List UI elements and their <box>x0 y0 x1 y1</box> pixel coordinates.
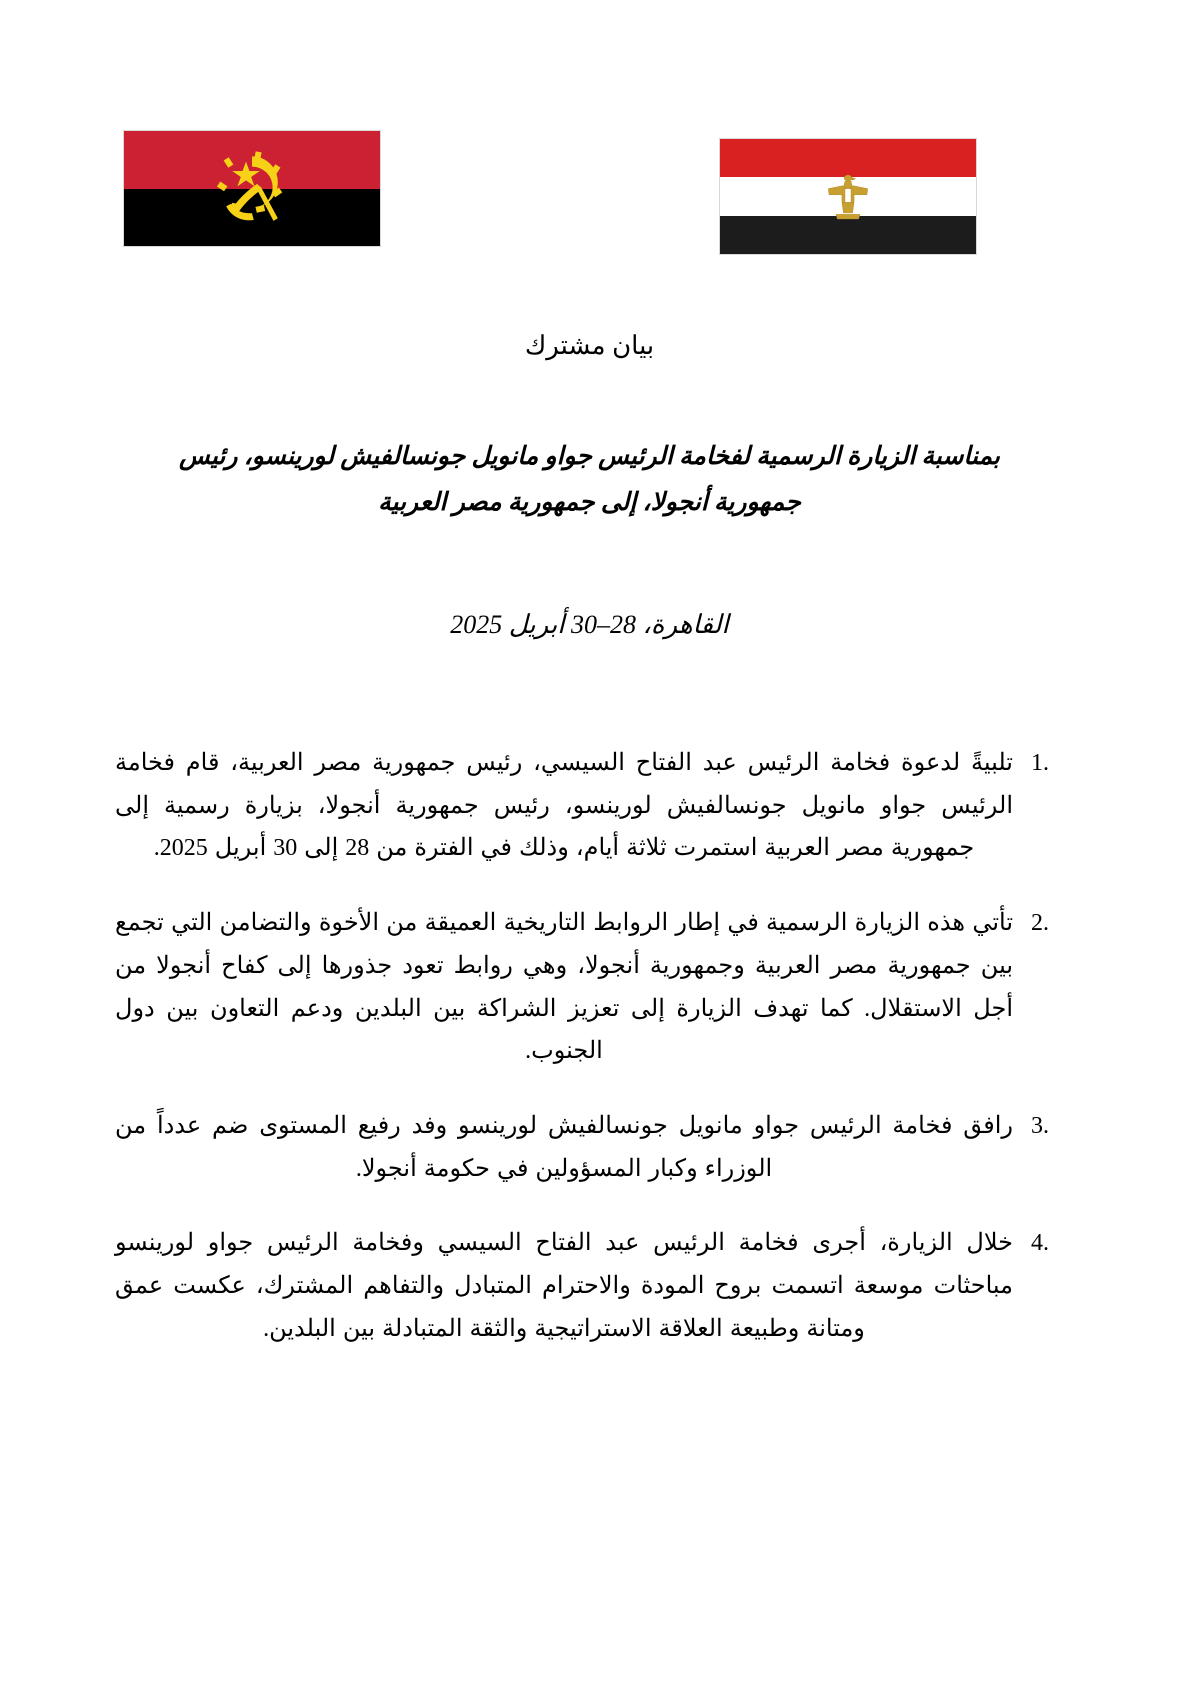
flags-row <box>0 130 1179 255</box>
clause-item <box>115 902 1059 1073</box>
clause-text: تلبيةً لدعوة فخامة الرئيس عبد الفتاح السيسي، رئيس جمهورية مصر العربية، قام فخامة الرئيس جواو مانويل جونسالفيش لورينسو، رئيس جمهورية أنجولا، بزيارة رسمية إلى جمهورية مصر العربية استمرت ثلاثة أيام، وذلك في الفترة من 28 إلى 30 أبريل 2025. <box>115 750 1013 862</box>
clause-item <box>115 1105 1059 1190</box>
angola-emblem-icon <box>209 146 295 232</box>
clause-list <box>115 742 1059 1383</box>
clause-item <box>115 1222 1059 1350</box>
document-title-line-1: بمناسبة الزيارة الرسمية لفخامة الرئيس جواو مانويل جونسالفيش لورينسو، رئيس <box>179 443 1000 470</box>
eagle-of-saladin-icon <box>825 172 871 222</box>
clause-number: 3. <box>1031 1113 1049 1140</box>
clause-text: خلال الزيارة، أجرى فخامة الرئيس عبد الفتاح السيسي وفخامة الرئيس جواو لورينسو مباحثات موسعة اتسمت بروح المودة والاحترام المتبادل والتفاهم المشترك، عكست عمق ومتانة وطبيعة العلاقة الاستراتيجية والثقة المتبادلة بين البلدين. <box>115 1230 1013 1342</box>
clause-item <box>115 742 1059 870</box>
document-title <box>150 434 1029 527</box>
clause-text: تأتي هذه الزيارة الرسمية في إطار الروابط التاريخية العميقة من الأخوة والتضامن التي تجمع بين جمهورية مصر العربية وجمهورية أنجولا، وهي روابط تعود جذورها إلى كفاح أنجولا من أجل الاستقلال. كما تهدف الزيارة إلى تعزيز الشراكة بين البلدين ودعم التعاون بين دول الجنوب. <box>115 910 1013 1065</box>
document-header: بيان مشترك <box>524 331 655 360</box>
document-date: القاهرة، 28–30 أبريل 2025 <box>450 610 729 639</box>
egypt-flag <box>719 138 977 255</box>
document-title-line-2: جمهورية أنجولا، إلى جمهورية مصر العربية <box>378 489 801 517</box>
clause-number: 2. <box>1031 910 1049 937</box>
clause-text: رافق فخامة الرئيس جواو مانويل جونسالفيش لورينسو وفد رفيع المستوى ضم عدداً من الوزراء وكبار المسؤولين في حكومة أنجولا. <box>115 1113 1013 1182</box>
clause-number: 1. <box>1031 750 1049 776</box>
angola-flag <box>123 130 381 247</box>
clause-number: 4. <box>1031 1230 1049 1257</box>
